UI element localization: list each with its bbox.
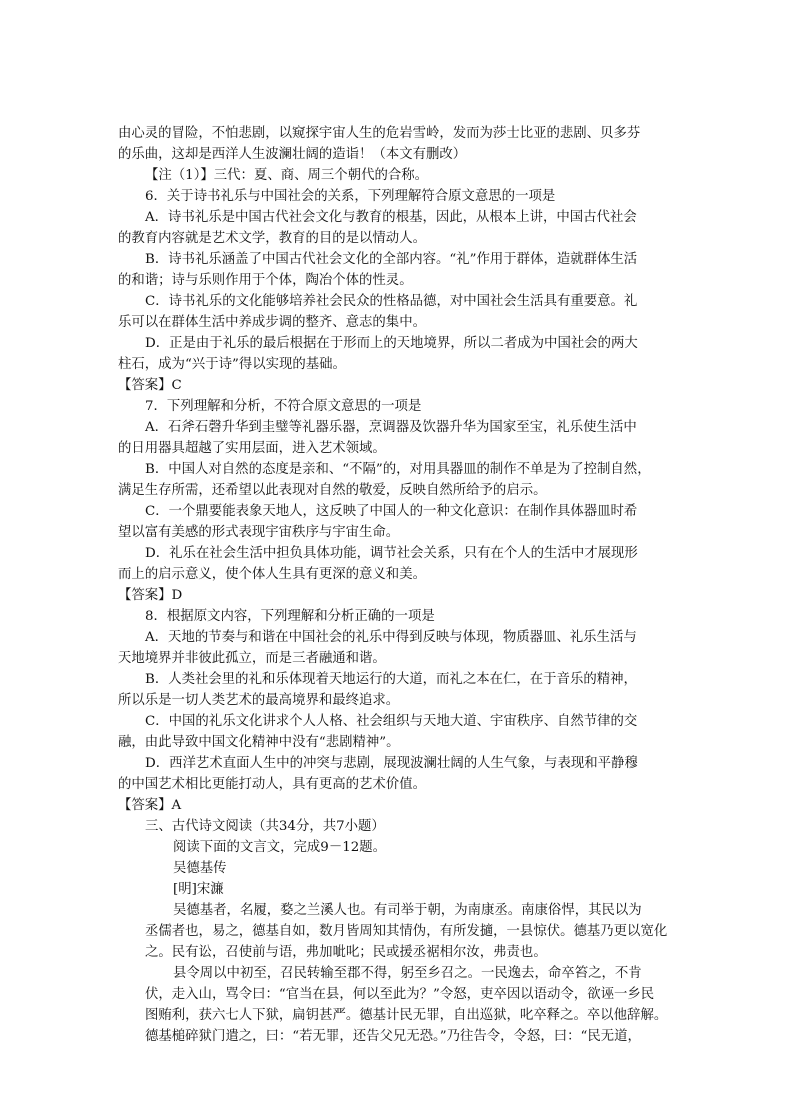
text-line: 由心灵的冒险，不怕悲剧，以窥探宇宙人生的危岩雪岭，发而为莎士比亚的悲剧、贝多芬 <box>118 126 641 141</box>
answer-label: 【答案】D <box>118 588 183 603</box>
option-line: A．天地的节奏与和谐在中国社会的礼乐中得到反映与体现，物质器皿、礼乐生活与 <box>145 630 637 645</box>
passage-author: [明]宋濂 <box>173 882 224 897</box>
answer-label: 【答案】C <box>118 378 182 393</box>
passage-line: 图贿利，获六七人下狱，扁钥甚严。德基计民无罪，自出巡狱，叱卒释之。卒以他辞解。 <box>145 1008 668 1023</box>
note-line: 【注（1）】三代：夏、商、周三个朝代的合称。 <box>145 168 429 183</box>
option-line: 的教育内容就是艺术文学，教育的目的是以情动人。 <box>118 231 426 246</box>
option-line: D．正是由于礼乐的最后根据在于形而上的天地境界，所以二者成为中国社会的两大 <box>145 336 638 351</box>
instruction-line: 阅读下面的文言文，完成9－12题。 <box>173 840 387 855</box>
option-line: 满足生存所需，还希望以此表现对自然的敬爱，反映自然所给予的启示。 <box>118 483 547 498</box>
option-line: A．诗书礼乐是中国古代社会文化与教育的根基，因此，从根本上讲，中国古代社会 <box>145 210 637 225</box>
passage-line: 丞儒者也，易之，德基自如，数月皆周知其情伪，有所发擿，一县惊伏。德基乃更以宽化 <box>145 924 668 939</box>
option-line: 的和谐；诗与乐则作用于个体，陶冶个体的性灵。 <box>118 273 413 288</box>
option-line: D．礼乐在社会生活中担负具体功能，调节社会关系，只有在个人的生活中才展现形 <box>145 546 638 561</box>
question-7: 7．下列理解和分析，不符合原文意思的一项是 <box>145 399 422 414</box>
passage-line: 吴德基者，名履，婺之兰溪人也。有司举于朝，为南康丞。南康俗悍，其民以为 <box>173 903 642 918</box>
option-line: 天地境界并非彼此孤立，而是三者融通和谐。 <box>118 651 386 666</box>
option-line: C．一个鼎要能表象天地人，这反映了中国人的一种文化意识：在制作具体器皿时希 <box>145 504 638 519</box>
passage-line: 县令周以中初至，召民转输至郡不得，躬至乡召之。一民逸去，命卒笞之，不肯 <box>173 966 642 981</box>
option-line: C．诗书礼乐的文化能够培养社会民众的性格品德，对中国社会生活具有重要意。礼 <box>145 294 638 309</box>
question-8: 8．根据原文内容，下列理解和分析正确的一项是 <box>145 609 435 624</box>
option-line: B．诗书礼乐涵盖了中国古代社会文化的全部内容。“礼”作用于群体，造就群体生活 <box>145 252 638 267</box>
passage-line: 德基槌碎狱门遣之，曰：“若无罪，还告父兄无恐。”乃往告令，令怒，曰：“民无道， <box>145 1029 641 1044</box>
question-6: 6．关于诗书礼乐与中国社会的关系，下列理解符合原文意思的一项是 <box>145 189 556 204</box>
passage-line: 伏，走入山，骂令曰：“官当在县，何以至此为？”令怒，吏卒因以语动令，欲诬一乡民 <box>145 987 655 1002</box>
option-line: 所以乐是一切人类艺术的最高境界和最终追求。 <box>118 693 400 708</box>
option-line: C．中国的礼乐文化讲求个人人格、社会组织与天地大道、宇宙秩序、自然节律的交 <box>145 714 638 729</box>
option-line: 而上的启示意义，使个体人生具有更深的意义和美。 <box>118 567 426 582</box>
option-line: 乐可以在群体生活中养成步调的整齐、意志的集中。 <box>118 315 426 330</box>
option-line: 融，由此导致中国文化精神中没有“悲剧精神”。 <box>118 735 400 750</box>
option-line: B．中国人对自然的态度是亲和、“不隔”的，对用具器皿的制作不单是为了控制自然， <box>145 462 651 477</box>
option-line: B．人类社会里的礼和乐体现着天地运行的大道，而礼之本在仁，在于音乐的精神， <box>145 672 637 687</box>
section-heading: 三、古代诗文阅读（共34分，共7小题） <box>145 819 385 834</box>
option-line: 的日用器具超越了实用层面，进入艺术领域。 <box>118 441 386 456</box>
passage-title: 吴德基传 <box>173 861 227 876</box>
option-line: D．西洋艺术直面人生中的冲突与悲剧，展现波澜壮阔的人生气象，与表现和平静穆 <box>145 756 638 771</box>
answer-label: 【答案】A <box>118 798 182 813</box>
option-line: A．石斧石磬升华到圭璧等礼器乐器，烹调器及饮器升华为国家至宝，礼乐使生活中 <box>145 420 637 435</box>
option-line: 的中国艺术相比更能打动人，具有更高的艺术价值。 <box>118 777 426 792</box>
option-line: 望以富有美感的形式表现宇宙秩序与宇宙生命。 <box>118 525 400 540</box>
passage-line: 之。民有讼，召使前与语，弗加呲叱；民或援丞裾相尔汝，弗责也。 <box>145 945 547 960</box>
text-line: 的乐曲，这却是西洋人生波澜壮阔的造诣！（本文有删改） <box>118 147 467 162</box>
option-line: 柱石，成为“兴于诗”得以实现的基础。 <box>118 357 346 372</box>
